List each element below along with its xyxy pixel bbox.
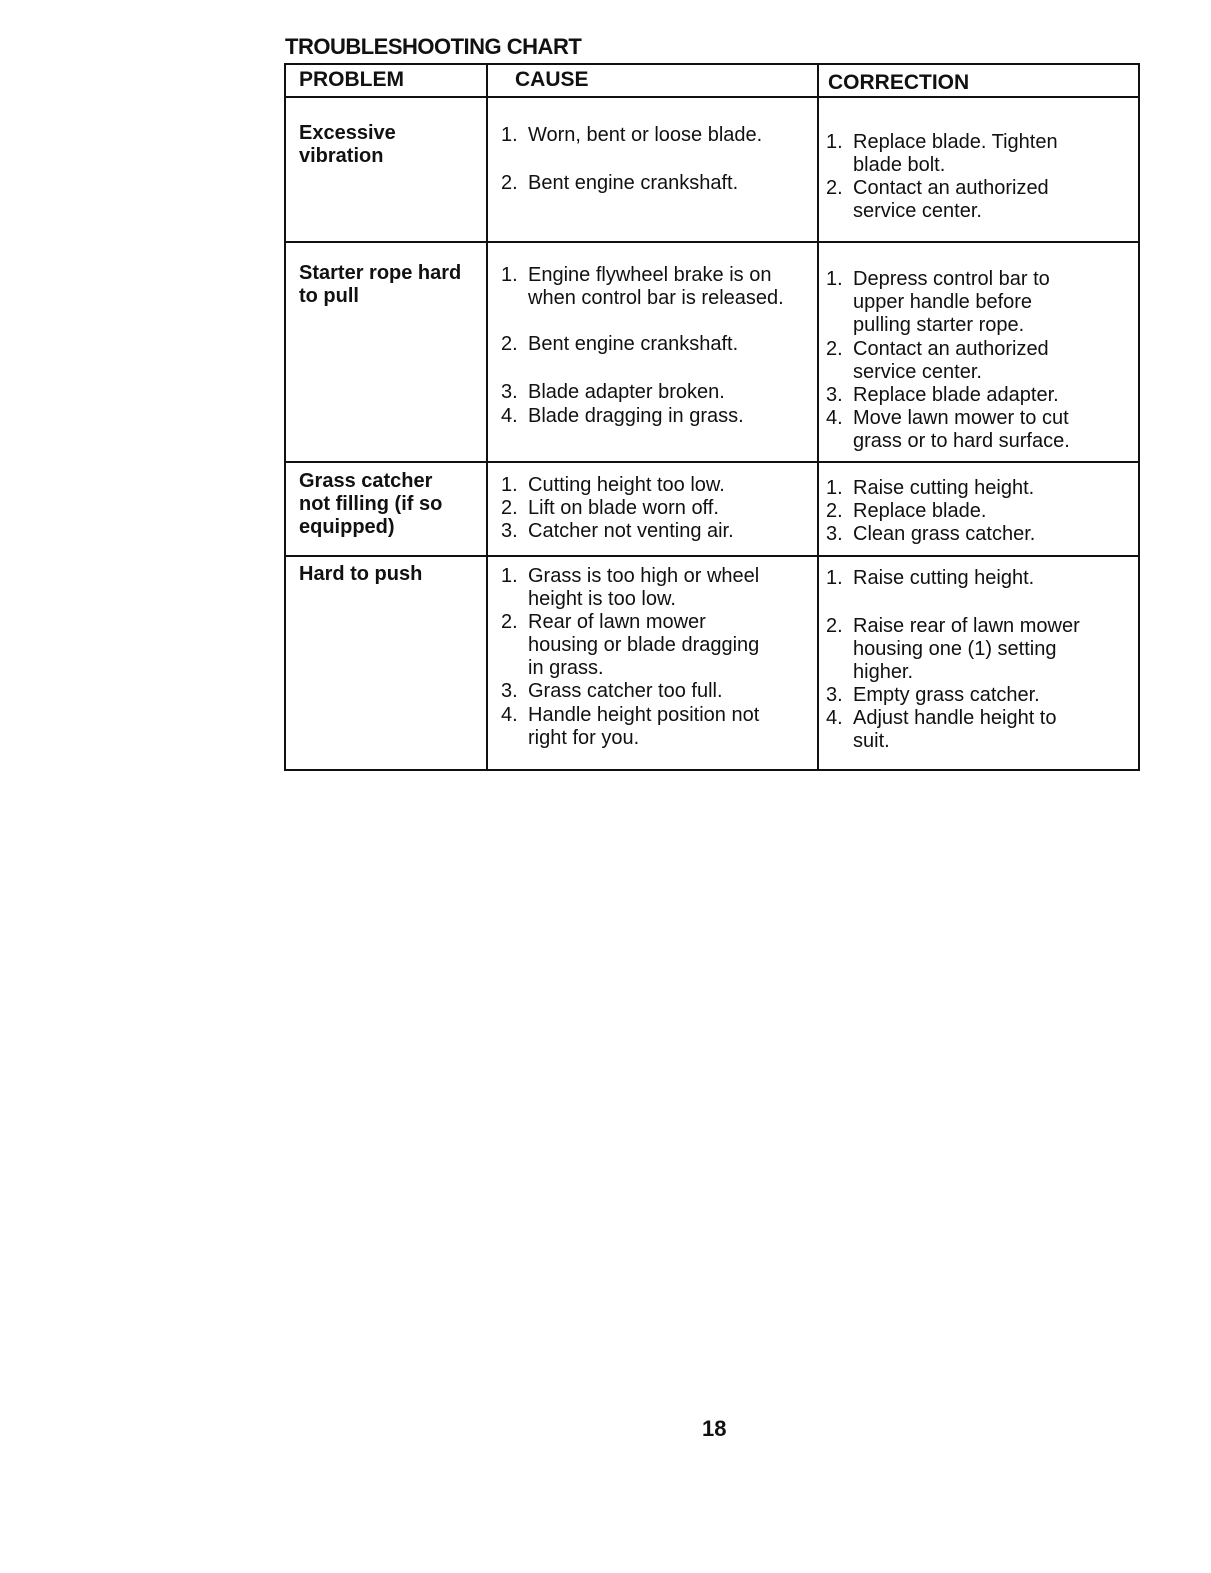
header-correction: CORRECTION <box>828 71 970 94</box>
correction-item-number: 2. <box>826 177 843 199</box>
cause-item-text: Blade adapter broken. <box>528 381 725 403</box>
correction-item-text: Adjust handle height to <box>853 707 1057 729</box>
correction-item-text: suit. <box>853 730 890 752</box>
correction-item-number: 1. <box>826 131 843 153</box>
cause-item-number: 3. <box>501 520 518 542</box>
correction-item-text: Raise rear of lawn mower <box>853 615 1080 637</box>
correction-item-text: pulling starter rope. <box>853 314 1025 336</box>
page-number: 18 <box>702 1416 727 1441</box>
problem-cell <box>299 262 484 308</box>
cause-item-number: 3. <box>501 680 518 702</box>
cause-item-number: 3. <box>501 381 518 403</box>
correction-item-number: 2. <box>826 615 843 637</box>
cause-item-number: 1. <box>501 565 518 587</box>
correction-item-text: Depress control bar to <box>853 268 1050 290</box>
cause-item-text: Worn, bent or loose blade. <box>528 124 763 146</box>
problem-cell <box>299 563 484 586</box>
correction-item-number: 4. <box>826 707 843 729</box>
correction-item-text: service center. <box>853 361 982 383</box>
correction-item-text: housing one (1) setting <box>853 638 1057 660</box>
problem-text: Hard to push <box>299 563 423 585</box>
problem-text: Grass catcher <box>299 470 433 492</box>
correction-item-text: Replace blade adapter. <box>853 384 1059 406</box>
correction-item-number: 3. <box>826 684 843 706</box>
correction-item-text: Move lawn mower to cut <box>853 407 1069 429</box>
correction-item-text: Contact an authorized <box>853 177 1049 199</box>
correction-item-text: Clean grass catcher. <box>853 523 1036 545</box>
correction-item-number: 2. <box>826 500 843 522</box>
problem-text: to pull <box>299 285 359 307</box>
cause-item-text: Grass catcher too full. <box>528 680 723 702</box>
correction-item-text: service center. <box>853 200 982 222</box>
problem-cell <box>299 122 484 168</box>
problem-cell <box>299 470 484 539</box>
cause-item-number: 2. <box>501 497 518 519</box>
cause-item-text: Grass is too high or wheel <box>528 565 760 587</box>
cause-item-text: Lift on blade worn off. <box>528 497 719 519</box>
correction-item-text: grass or to hard surface. <box>853 430 1070 452</box>
cause-item-number: 1. <box>501 264 518 286</box>
row-divider <box>286 555 1138 557</box>
correction-item-text: Replace blade. <box>853 500 987 522</box>
cause-item-text: Rear of lawn mower <box>528 611 706 633</box>
correction-item-text: blade bolt. <box>853 154 946 176</box>
problem-text: Excessive <box>299 122 396 144</box>
column-divider <box>817 65 819 769</box>
troubleshooting-table <box>284 63 1140 771</box>
problem-text: not filling (if so <box>299 493 443 515</box>
problem-text: Starter rope hard <box>299 262 462 284</box>
correction-item-number: 2. <box>826 338 843 360</box>
correction-item-text: Empty grass catcher. <box>853 684 1040 706</box>
cause-item-number: 1. <box>501 124 518 146</box>
correction-item-number: 4. <box>826 407 843 429</box>
correction-item-number: 3. <box>826 384 843 406</box>
correction-item-text: Contact an authorized <box>853 338 1049 360</box>
cause-item-number: 4. <box>501 704 518 726</box>
problem-text: vibration <box>299 145 384 167</box>
cause-item-text: Blade dragging in grass. <box>528 405 744 427</box>
cause-item-text: housing or blade dragging <box>528 634 760 656</box>
header-divider <box>286 96 1138 98</box>
cause-item-text: height is too low. <box>528 588 676 610</box>
cause-item-number: 4. <box>501 405 518 427</box>
chart-title: TROUBLESHOOTING CHART <box>285 34 582 59</box>
correction-item-number: 1. <box>826 268 843 290</box>
cause-item-text: when control bar is released. <box>528 287 784 309</box>
row-divider <box>286 461 1138 463</box>
correction-item-number: 1. <box>826 567 843 589</box>
cause-item-text: Bent engine crankshaft. <box>528 172 739 194</box>
problem-text: equipped) <box>299 516 395 538</box>
correction-item-number: 1. <box>826 477 843 499</box>
cause-item-text: in grass. <box>528 657 604 679</box>
row-divider <box>286 241 1138 243</box>
correction-item-text: Replace blade. Tighten <box>853 131 1058 153</box>
header-cause: CAUSE <box>515 68 589 91</box>
cause-item-text: Handle height position not <box>528 704 760 726</box>
correction-item-number: 3. <box>826 523 843 545</box>
cause-item-number: 2. <box>501 333 518 355</box>
correction-item-text: Raise cutting height. <box>853 567 1035 589</box>
cause-item-number: 2. <box>501 611 518 633</box>
cause-item-text: Catcher not venting air. <box>528 520 734 542</box>
cause-item-text: Engine flywheel brake is on <box>528 264 772 286</box>
header-problem: PROBLEM <box>299 68 404 91</box>
column-divider <box>486 65 488 769</box>
cause-item-number: 2. <box>501 172 518 194</box>
cause-item-text: right for you. <box>528 727 640 749</box>
cause-item-text: Bent engine crankshaft. <box>528 333 739 355</box>
cause-item-number: 1. <box>501 474 518 496</box>
cause-item-text: Cutting height too low. <box>528 474 725 496</box>
correction-item-text: Raise cutting height. <box>853 477 1035 499</box>
correction-item-text: upper handle before <box>853 291 1033 313</box>
correction-item-text: higher. <box>853 661 914 683</box>
